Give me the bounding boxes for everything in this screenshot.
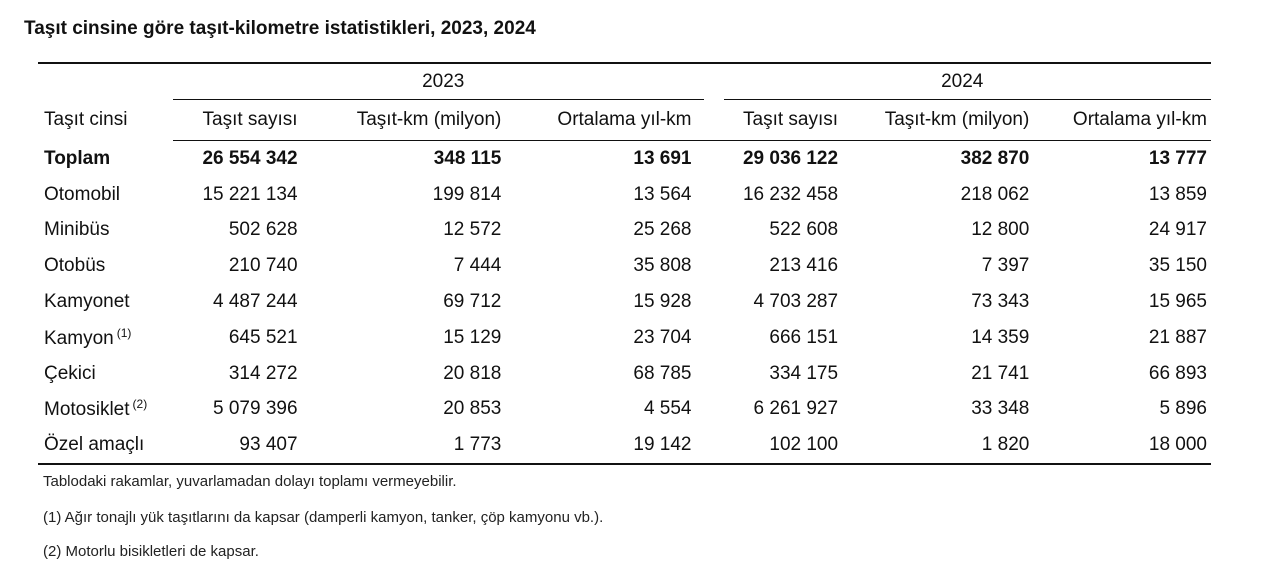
col-header-avg-2023: Ortalama yıl-km [507,100,713,141]
row-label: Otobüs [44,255,106,277]
cell-count-2023: 645 521 [228,326,298,348]
cell-km-2023: 15 129 [443,326,502,348]
cell-count-2023: 210 740 [228,255,298,277]
year-header-row [38,63,1211,100]
cell-avg-2024: 24 917 [1148,219,1207,241]
year-2023-header [173,63,714,100]
table-title: Taşıt cinsine göre taşıt-kilometre istatistikleri, 2023, 2024 [24,18,536,39]
cell-km-2023: 348 115 [433,147,502,169]
row-label: Otomobil [44,183,121,205]
cell-count-2024: 666 151 [769,326,839,348]
cell-km-2024: 14 359 [971,326,1030,348]
cell-avg-2023: 23 704 [633,326,692,348]
year-2024-header [714,63,1212,100]
cell-avg-2023: 25 268 [633,219,692,241]
cell-count-2023: 93 407 [173,427,304,464]
cell-count-2023: 4 487 244 [213,291,298,313]
row-label: Özel amaçlı [38,427,173,464]
cell-km-2023: 20 853 [443,398,502,420]
cell-km-2023: 69 712 [443,291,502,313]
cell-count-2024: 29 036 122 [742,147,839,169]
cell-km-2023: 7 444 [453,255,502,277]
vehicle-km-table [38,62,1211,465]
row-label: Minibüs [44,219,110,241]
col-header-vehicle-type: Taşıt cinsi [44,109,128,131]
cell-avg-2024: 15 965 [1148,291,1207,313]
table-row [38,213,1211,249]
cell-km-2024: 12 800 [971,219,1030,241]
cell-km-2023: 12 572 [443,219,502,241]
column-header-row [38,100,1211,141]
cell-km-2024: 33 348 [971,398,1030,420]
cell-count-2023: 26 554 342 [202,147,298,169]
row-label: Motosiklet [44,399,130,421]
year-2023-label: 2023 [422,71,465,92]
footnote-marker: (2) [132,397,148,412]
cell-km-2024: 218 062 [960,183,1030,205]
cell-count-2024: 6 261 927 [753,398,839,420]
table-row [38,284,1211,320]
year-2023-underline [173,99,704,100]
table-row [38,177,1211,213]
cell-avg-2023: 15 928 [633,291,692,313]
cell-avg-2024: 18 000 [1035,427,1211,464]
cell-avg-2023: 35 808 [633,255,692,277]
cell-count-2024: 4 703 287 [753,291,839,313]
table-row-total [38,141,1211,177]
cell-avg-2023: 13 691 [633,147,692,169]
cell-km-2023: 20 818 [443,362,502,384]
cell-avg-2023: 19 142 [507,427,713,464]
cell-avg-2024: 5 896 [1159,398,1207,420]
cell-km-2024: 382 870 [960,147,1030,169]
cell-avg-2024: 66 893 [1148,362,1207,384]
cell-km-2024: 21 741 [971,362,1030,384]
cell-count-2024: 334 175 [769,362,839,384]
cell-km-2024: 73 343 [971,291,1030,313]
cell-km-2023: 1 773 [304,427,508,464]
cell-km-2023: 199 814 [432,183,502,205]
row-label: Kamyonet [44,291,130,313]
table-row [38,392,1211,428]
year-2024-underline [724,99,1212,100]
table-row [38,320,1211,356]
cell-km-2024: 1 820 [844,427,1035,464]
table-row [38,356,1211,392]
row-label: Çekici [44,362,96,384]
row-label-cell [38,392,173,428]
cell-avg-2023: 4 554 [643,398,692,420]
row-label: Kamyon [44,327,114,349]
cell-km-2024: 7 397 [981,255,1030,277]
note-rounding: Tablodaki rakamlar, yuvarlamadan dolayı toplamı vermeyebilir. [43,473,457,490]
cell-count-2023: 314 272 [228,362,298,384]
cell-count-2024: 522 608 [769,219,839,241]
table-row [38,427,1211,464]
col-header-km-2024: Taşıt-km (milyon) [844,100,1035,141]
cell-avg-2024: 21 887 [1148,326,1207,348]
cell-count-2023: 502 628 [228,219,298,241]
cell-count-2024: 16 232 458 [742,183,839,205]
footnote-1: (1) Ağır tonajlı yük taşıtlarını da kapsar (damperli kamyon, tanker, çöp kamyonu vb.). [43,509,604,526]
year-2024-label: 2024 [941,71,984,92]
col-header-count-2023: Taşıt sayısı [173,100,304,141]
table-row [38,248,1211,284]
row-label: Toplam [44,147,111,169]
cell-avg-2024: 13 777 [1148,147,1207,169]
footnote-2: (2) Motorlu bisikletleri de kapsar. [43,543,259,560]
cell-avg-2024: 35 150 [1148,255,1207,277]
empty-header-cell [38,63,173,100]
row-label-cell [38,320,173,356]
cell-avg-2024: 13 859 [1148,183,1207,205]
cell-count-2023: 15 221 134 [202,183,298,205]
cell-avg-2023: 68 785 [633,362,692,384]
cell-count-2023: 5 079 396 [213,398,298,420]
col-header-avg-2024: Ortalama yıl-km [1035,100,1211,141]
cell-avg-2023: 13 564 [633,183,692,205]
col-header-km-2023: Taşıt-km (milyon) [304,100,508,141]
cell-count-2024: 102 100 [714,427,845,464]
col-header-count-2024: Taşıt sayısı [714,100,845,141]
footnote-marker: (1) [116,325,132,340]
cell-count-2024: 213 416 [769,255,839,277]
